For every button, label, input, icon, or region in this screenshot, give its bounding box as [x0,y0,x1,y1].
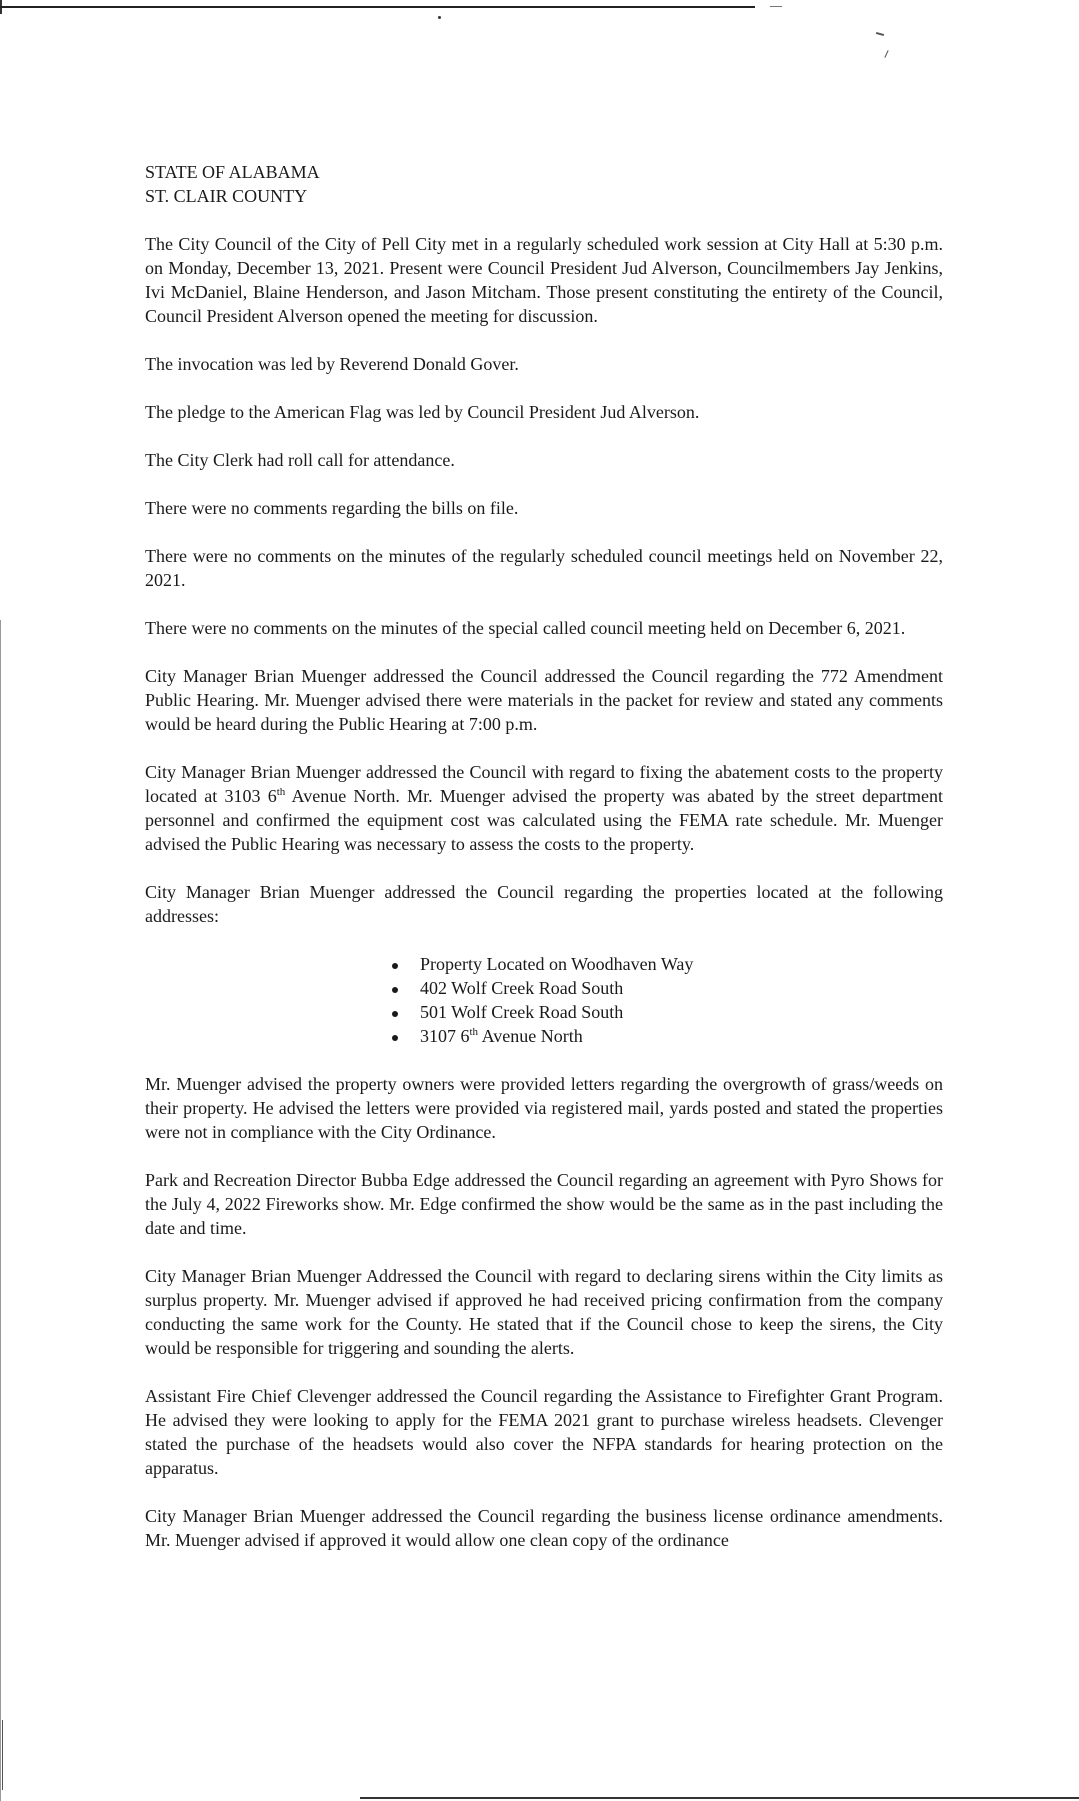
address-text: 501 Wolf Creek Road South [420,1002,624,1022]
property-address-list [390,952,943,1048]
address-text: Property Located on Woodhaven Way [420,954,694,974]
properties-intro-paragraph: City Manager Brian Muenger addressed the Council regarding the properties located at the following addresses: [145,882,943,926]
abatement-text-end: Avenue North. Mr. Muenger advised the property was abated by the street department personnel and confirmed the equipment cost was calculated using the FEMA rate schedule. Mr. Muenger advised the Public Hearing was necessary to assess the costs to the property. [145,786,943,854]
list-item [390,976,943,1000]
ordinal-suffix: th [276,786,286,798]
amendment-772-paragraph: City Manager Brian Muenger addressed the Council addressed the Council regarding the 772 Amendment Public Hearing. Mr. Muenger advised there were materials in the packet for review and stated any comments would be heard during the Public Hearing at 7:00 p.m. [145,666,943,734]
minutes-regular-paragraph: There were no comments on the minutes of the regularly scheduled council meetings held on November 22, 2021. [145,546,943,590]
business-license-paragraph: City Manager Brian Muenger addressed the Council regarding the business license ordinance amendments. Mr. Muenger advised if approved it would allow one clean copy of the ordinance [145,1506,943,1550]
firefighter-grant-paragraph: Assistant Fire Chief Clevenger addressed the Council regarding the Assistance to Firefighter Grant Program. He advised they were looking to apply for the FEMA 2021 grant to purchase wireless headsets. Clevenger stated the purchase of the headsets would also cover the NFPA standards for hearing protection on the apparatus. [145,1386,943,1478]
scan-artifact-top-line [0,6,755,8]
scan-artifact-mark [884,50,888,58]
sirens-paragraph: City Manager Brian Muenger Addressed the Council with regard to declaring sirens within the City limits as surplus property. Mr. Muenger advised if approved he had received pricing confirmation from the company conducting the same work for the County. He stated that if the Council chose to keep the sirens, the City would be responsible for triggering and sounding the alerts. [145,1266,943,1358]
address-text: 402 Wolf Creek Road South [420,978,624,998]
address-text: 3107 6 [420,1026,470,1046]
overgrowth-paragraph: Mr. Muenger advised the property owners were provided letters regarding the overgrowth of grass/weeds on their property. He advised the letters were provided via registered mail, yards posted and stated the properties were not in compliance with the City Ordinance. [145,1074,943,1142]
scan-artifact-left-edge [0,620,1,1801]
pledge-paragraph: The pledge to the American Flag was led by Council President Jud Alverson. [145,402,700,422]
list-item [390,1000,943,1024]
state-heading: STATE OF ALABAMA [145,162,320,182]
scan-artifact-dot [438,16,441,19]
abatement-text-start: City Manager Brian Muenger addressed the Council with regard to fixing the abatement costs to the property located at 3103 6 [145,762,943,806]
opening-paragraph: The City Council of the City of Pell City met in a regularly scheduled work session at City Hall at 5:30 p.m. on Monday, December 13, 2021. Present were Council President Jud Alverson, Councilmembers Jay Jenkins, Ivi McDaniel, Blaine Henderson, and Jason Mitcham. Those present constituting the entirety of the Council, Council President Alverson opened the meeting for discussion. [145,234,943,326]
list-item [390,952,943,976]
list-item [390,1024,943,1048]
address-text: Avenue North [478,1026,583,1046]
roll-call-paragraph: The City Clerk had roll call for attendance. [145,450,455,470]
scan-artifact-mark [876,32,884,36]
scan-artifact-bottom-line [360,1797,1079,1799]
invocation-paragraph: The invocation was led by Reverend Donald Gover. [145,354,519,374]
abatement-paragraph [145,760,943,856]
ordinal-suffix: th [469,1026,479,1038]
county-heading: ST. CLAIR COUNTY [145,186,308,206]
minutes-special-paragraph: There were no comments on the minutes of the special called council meeting held on December 6, 2021. [145,618,906,638]
document-page [145,160,943,1552]
bills-paragraph: There were no comments regarding the bills on file. [145,498,519,518]
fireworks-paragraph: Park and Recreation Director Bubba Edge addressed the Council regarding an agreement with Pyro Shows for the July 4, 2022 Fireworks show. Mr. Edge confirmed the show would be the same as in the past including the date and time. [145,1170,943,1238]
scan-artifact-left-edge [2,1720,3,1790]
scan-artifact-top-dash [770,6,782,7]
